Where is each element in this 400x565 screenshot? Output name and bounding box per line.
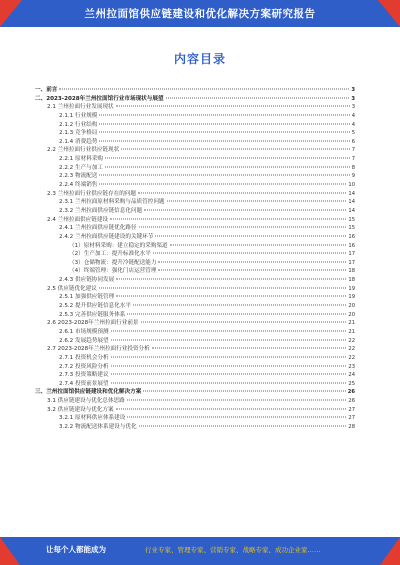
toc-dot-leader bbox=[111, 339, 347, 340]
toc-entry-page: 25 bbox=[348, 380, 355, 387]
toc-entry[interactable] bbox=[35, 293, 355, 302]
toc-dot-leader bbox=[99, 175, 349, 176]
toc-entry-page: 10 bbox=[348, 182, 355, 189]
toc-dot-leader bbox=[99, 123, 349, 124]
toc-entry-title: 2.7.2 投资风险分析 bbox=[59, 363, 109, 370]
page-footer bbox=[0, 537, 400, 565]
toc-entry-title: 3.2.1 原材料供应体系建设 bbox=[59, 415, 126, 422]
toc-entry[interactable] bbox=[35, 302, 355, 311]
toc-entry-page: 26 bbox=[348, 398, 355, 405]
toc-entry-title: 2.1.2 行业结构 bbox=[59, 121, 98, 128]
toc-entry-page: 14 bbox=[348, 199, 355, 206]
toc-entry-page: 4 bbox=[351, 112, 355, 119]
toc-entry-page: 27 bbox=[348, 415, 355, 422]
toc-dot-leader bbox=[111, 382, 347, 383]
toc-entry-title: 2.7 2023-2028年兰州拉面行业投资分析 bbox=[47, 346, 150, 353]
toc-dot-leader bbox=[99, 184, 346, 185]
toc-entry-title: （4）终端管理：强化门店运营管理 bbox=[69, 268, 157, 275]
toc-entry-title: 2.1.4 消费趋势 bbox=[59, 138, 98, 145]
toc-dot-leader bbox=[99, 132, 349, 133]
toc-entry[interactable] bbox=[35, 267, 355, 276]
toc-entry[interactable] bbox=[35, 397, 355, 406]
toc-entry-title: 2.2 兰州拉面行业供应链现状 bbox=[47, 147, 120, 154]
toc-dot-leader bbox=[121, 149, 349, 150]
toc-dot-leader bbox=[116, 106, 350, 107]
toc-entry-title: 2.5.1 加强供应链管理 bbox=[59, 294, 115, 301]
toc-entry[interactable] bbox=[35, 242, 355, 251]
toc-entry-page: 8 bbox=[351, 164, 355, 171]
toc-dot-leader bbox=[116, 408, 347, 409]
toc-dot-leader bbox=[105, 158, 350, 159]
toc-entry[interactable] bbox=[35, 371, 355, 380]
toc-entry[interactable] bbox=[35, 319, 355, 328]
toc-dot-leader bbox=[152, 348, 347, 349]
toc-entry-title: 2.3.1 兰州拉面原材料采购与品质管控问题 bbox=[59, 199, 165, 206]
toc-entry[interactable] bbox=[35, 198, 355, 207]
toc-entry-title: 2.7.3 投资策略建议 bbox=[59, 372, 109, 379]
footer-left-decoration bbox=[0, 537, 20, 565]
toc-dot-leader bbox=[167, 201, 347, 202]
toc-dot-leader bbox=[127, 417, 346, 418]
toc-entry-page: 23 bbox=[348, 363, 355, 370]
toc-entry[interactable] bbox=[35, 285, 355, 294]
toc-entry-title: 2.2.1 原材料采购 bbox=[59, 156, 103, 163]
toc-entry[interactable] bbox=[35, 363, 355, 372]
toc-entry-page: 4 bbox=[351, 121, 355, 128]
toc-entry-title: 2.2.3 物流配送 bbox=[59, 173, 98, 180]
toc-entry-title: 2.4 兰州拉面供应链建设 bbox=[47, 216, 109, 223]
toc-dot-leader bbox=[155, 235, 346, 236]
toc-entry[interactable] bbox=[35, 164, 355, 173]
toc-entry[interactable] bbox=[35, 380, 355, 389]
toc-entry-page: 22 bbox=[348, 354, 355, 361]
toc-entry-page: 16 bbox=[348, 233, 355, 240]
toc-dot-leader bbox=[105, 166, 350, 167]
toc-dot-leader bbox=[143, 391, 345, 392]
toc-entry-page: 14 bbox=[348, 190, 355, 197]
toc-entry-title: 2.1.1 行业规模 bbox=[59, 112, 98, 119]
toc-entry-title: 2.3 兰州拉面行业供应链存在的问题 bbox=[47, 190, 136, 197]
toc-entry-page: 28 bbox=[348, 423, 355, 430]
toc-entry[interactable] bbox=[35, 155, 355, 164]
toc-dot-leader bbox=[127, 313, 346, 314]
toc-entry[interactable] bbox=[35, 103, 355, 112]
footer-subtitle: 行业专家、管理专家、营销专家、战略专家、成功企业家…… bbox=[145, 546, 321, 554]
toc-entry[interactable] bbox=[35, 190, 355, 199]
toc-entry-title: 2.5.3 完善供应链服务体系 bbox=[59, 311, 126, 318]
toc-entry[interactable] bbox=[35, 129, 355, 138]
toc-entry-title: 2.5 供应链优化建议 bbox=[47, 285, 97, 292]
toc-entry-page: 19 bbox=[348, 294, 355, 301]
page-header bbox=[0, 0, 400, 27]
toc-entry-title: 3.2.2 物流配送体系建设与优化 bbox=[59, 423, 137, 430]
toc-entry-title: 3.2 供应链建设与优化方案 bbox=[47, 406, 114, 413]
toc-entry-title: 2.3.2 兰州拉面供应链信息化问题 bbox=[59, 207, 143, 214]
toc-entry-page: 24 bbox=[348, 372, 355, 379]
toc-dot-leader bbox=[139, 227, 347, 228]
toc-dot-leader bbox=[99, 287, 347, 288]
toc-entry-page: 19 bbox=[348, 285, 355, 292]
toc-dot-leader bbox=[99, 140, 349, 141]
toc-entry-page: 27 bbox=[348, 406, 355, 413]
toc-entry-title: 2.1 兰州拉面行业发展现状 bbox=[47, 104, 114, 111]
toc-entry[interactable] bbox=[35, 138, 355, 147]
toc-entry-title: 2.6 2023-2028年兰州拉面行业前景 bbox=[47, 320, 139, 327]
toc-entry-title: 一、前言 bbox=[35, 87, 58, 93]
toc-entry-title: 2.6.1 市场规模预测 bbox=[59, 328, 109, 335]
toc-entry-page: 14 bbox=[348, 207, 355, 214]
toc-entry-page: 16 bbox=[348, 242, 355, 249]
toc-entry-page: 20 bbox=[348, 303, 355, 310]
toc-entry[interactable] bbox=[35, 354, 355, 363]
toc-dot-leader bbox=[111, 374, 347, 375]
toc-entry[interactable] bbox=[35, 250, 355, 259]
toc-dot-leader bbox=[138, 192, 346, 193]
toc-entry-page: 22 bbox=[348, 346, 355, 353]
toc-entry-page: 7 bbox=[351, 147, 355, 154]
toc-entry[interactable] bbox=[35, 259, 355, 268]
toc-entry[interactable] bbox=[35, 121, 355, 130]
toc-entry[interactable] bbox=[35, 345, 355, 354]
toc-entry-title: 3.1 供应链建设与优化总体思路 bbox=[47, 398, 125, 405]
table-of-contents bbox=[35, 86, 355, 432]
toc-dot-leader bbox=[116, 296, 346, 297]
toc-entry-title: 2.7.4 投资前景展望 bbox=[59, 380, 109, 387]
toc-entry-title: 2.7.1 投资机会分析 bbox=[59, 354, 109, 361]
toc-entry[interactable] bbox=[35, 423, 355, 432]
toc-entry-title: 2.4.1 兰州拉面供应链优化路径 bbox=[59, 225, 137, 232]
toc-entry-page: 5 bbox=[351, 130, 355, 137]
toc-entry[interactable] bbox=[35, 181, 355, 190]
toc-entry-page: 3 bbox=[351, 104, 355, 111]
toc-dot-leader bbox=[111, 356, 347, 357]
toc-entry-page: 26 bbox=[347, 389, 355, 396]
toc-title: 内容目录 bbox=[173, 52, 226, 66]
toc-entry-page: 15 bbox=[348, 225, 355, 232]
toc-entry-title: 2.5.2 提升供应链信息化水平 bbox=[59, 303, 131, 310]
toc-dot-leader bbox=[99, 114, 349, 115]
toc-entry[interactable] bbox=[35, 207, 355, 216]
toc-dot-leader bbox=[133, 305, 346, 306]
toc-dot-leader bbox=[166, 97, 350, 98]
toc-entry-page: 3 bbox=[351, 87, 355, 93]
toc-entry-title: 2.2.4 终端销售 bbox=[59, 182, 98, 189]
toc-entry[interactable] bbox=[35, 311, 355, 320]
toc-entry-page: 21 bbox=[348, 328, 355, 335]
toc-entry[interactable] bbox=[35, 95, 355, 104]
toc-entry-title: （3）仓储物流：提升冷链配送能力 bbox=[69, 259, 157, 266]
toc-entry-page: 18 bbox=[348, 268, 355, 275]
toc-dot-leader bbox=[127, 400, 347, 401]
toc-entry[interactable] bbox=[35, 112, 355, 121]
report-title: 兰州拉面馆供应链建设和优化解决方案研究报告 bbox=[84, 8, 316, 20]
toc-entry-title: 三、兰州拉面馆供应链建设和优化解决方案 bbox=[35, 389, 142, 396]
toc-dot-leader bbox=[141, 322, 347, 323]
toc-entry[interactable] bbox=[35, 86, 355, 95]
toc-entry[interactable] bbox=[35, 216, 355, 225]
toc-entry[interactable] bbox=[35, 172, 355, 181]
toc-entry-page: 21 bbox=[348, 320, 355, 327]
toc-dot-leader bbox=[170, 244, 347, 245]
toc-entry-page: 3 bbox=[351, 95, 355, 102]
toc-entry-title: 2.4.2 兰州拉面供应链建设的关键环节 bbox=[59, 233, 154, 240]
toc-dot-leader bbox=[111, 365, 347, 366]
toc-entry-title: （1）原材料采购：建立稳定的采购渠道 bbox=[69, 242, 168, 249]
footer-slogan: 让每个人都能成为 bbox=[46, 545, 106, 554]
toc-entry-page: 17 bbox=[348, 259, 355, 266]
toc-entry-page: 22 bbox=[348, 337, 355, 344]
footer-right-decoration bbox=[380, 537, 400, 565]
toc-dot-leader bbox=[144, 209, 346, 210]
toc-entry[interactable] bbox=[35, 414, 355, 423]
toc-entry[interactable] bbox=[35, 224, 355, 233]
toc-entry-title: 2.2.2 生产与加工 bbox=[59, 164, 103, 171]
toc-dot-leader bbox=[111, 330, 347, 331]
toc-entry-title: 2.1.3 竞争格局 bbox=[59, 130, 98, 137]
toc-entry-title: 2.4.3 供应链协同发展 bbox=[59, 277, 115, 284]
toc-dot-leader bbox=[158, 261, 346, 262]
toc-entry-title: 2.6.2 发展趋势展望 bbox=[59, 337, 109, 344]
toc-entry[interactable] bbox=[35, 328, 355, 337]
toc-entry[interactable] bbox=[35, 406, 355, 415]
toc-dot-leader bbox=[110, 218, 346, 219]
toc-entry-page: 18 bbox=[348, 277, 355, 284]
toc-dot-leader bbox=[116, 279, 346, 280]
toc-entry[interactable] bbox=[35, 337, 355, 346]
toc-entry-page: 7 bbox=[351, 156, 355, 163]
toc-entry[interactable] bbox=[35, 276, 355, 285]
toc-dot-leader bbox=[158, 270, 346, 271]
toc-dot-leader bbox=[153, 253, 347, 254]
toc-entry-page: 9 bbox=[351, 173, 355, 180]
toc-entry-title: （2）生产加工：提升标准化水平 bbox=[69, 251, 151, 258]
toc-entry-page: 20 bbox=[348, 311, 355, 318]
toc-entry[interactable] bbox=[35, 233, 355, 242]
toc-entry[interactable] bbox=[35, 388, 355, 397]
toc-entry-page: 17 bbox=[348, 251, 355, 258]
toc-entry-page: 15 bbox=[348, 216, 355, 223]
toc-entry-page: 6 bbox=[351, 138, 355, 145]
toc-entry[interactable] bbox=[35, 146, 355, 155]
toc-entry-title: 二、2023-2028年兰州拉面馆行业市场现状与展望 bbox=[35, 95, 164, 102]
toc-dot-leader bbox=[59, 89, 349, 90]
toc-dot-leader bbox=[139, 425, 347, 426]
